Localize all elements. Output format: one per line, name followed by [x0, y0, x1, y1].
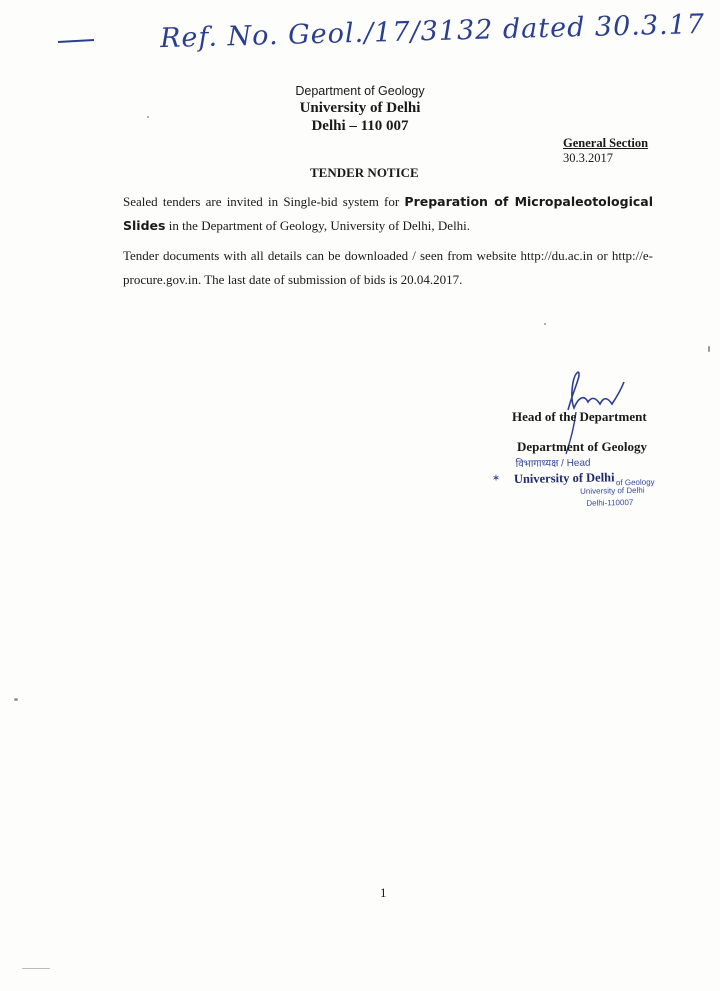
scan-speck	[147, 116, 149, 118]
para1-suffix: in the Department of Geology, University of Delhi, Delhi.	[168, 218, 471, 233]
stamp-geology: of Geology	[615, 477, 655, 488]
stamp-hindi-head: विभागाध्यक्ष / Head	[515, 457, 591, 470]
notice-title: TENDER NOTICE	[310, 165, 419, 180]
university-name: University of Delhi	[299, 100, 421, 116]
page-number: 1	[380, 885, 387, 900]
handwritten-reference: Ref. No. Geol./17/3132 dated 30.3.17	[159, 8, 706, 55]
para1-bold-title: Preparation of Micropaleotological Slides	[123, 194, 654, 233]
scan-speck	[708, 346, 710, 352]
official-stamp	[488, 457, 659, 516]
para1-prefix: Sealed tenders are invited in Single-bid system for	[123, 194, 400, 209]
scan-speck	[14, 698, 18, 701]
section-name: General Section	[563, 136, 649, 150]
section-date: 30.3.2017	[563, 151, 613, 165]
signature-title: Head of the Department	[512, 409, 647, 424]
scan-line	[22, 968, 50, 969]
signature-department: Department of Geology	[517, 439, 647, 454]
notice-paragraph-1	[123, 190, 653, 238]
handwritten-dash	[58, 39, 94, 43]
city-pincode: Delhi – 110 007	[311, 118, 409, 134]
stamp-university: University of Delhi	[513, 470, 615, 487]
stamp-star-icon: ✶	[491, 473, 501, 485]
stamp-delhi-pin: Delhi-110007	[586, 497, 634, 508]
department-name: Department of Geology	[295, 84, 425, 98]
notice-paragraph-2: Tender documents with all details can be downloaded / seen from website http://du.ac.in or http://e-procure.gov.in. The last date of submission of bids is 20.04.2017.	[123, 248, 653, 287]
stamp-delhi-university: University of Delhi	[580, 485, 645, 496]
scan-speck	[544, 323, 546, 325]
